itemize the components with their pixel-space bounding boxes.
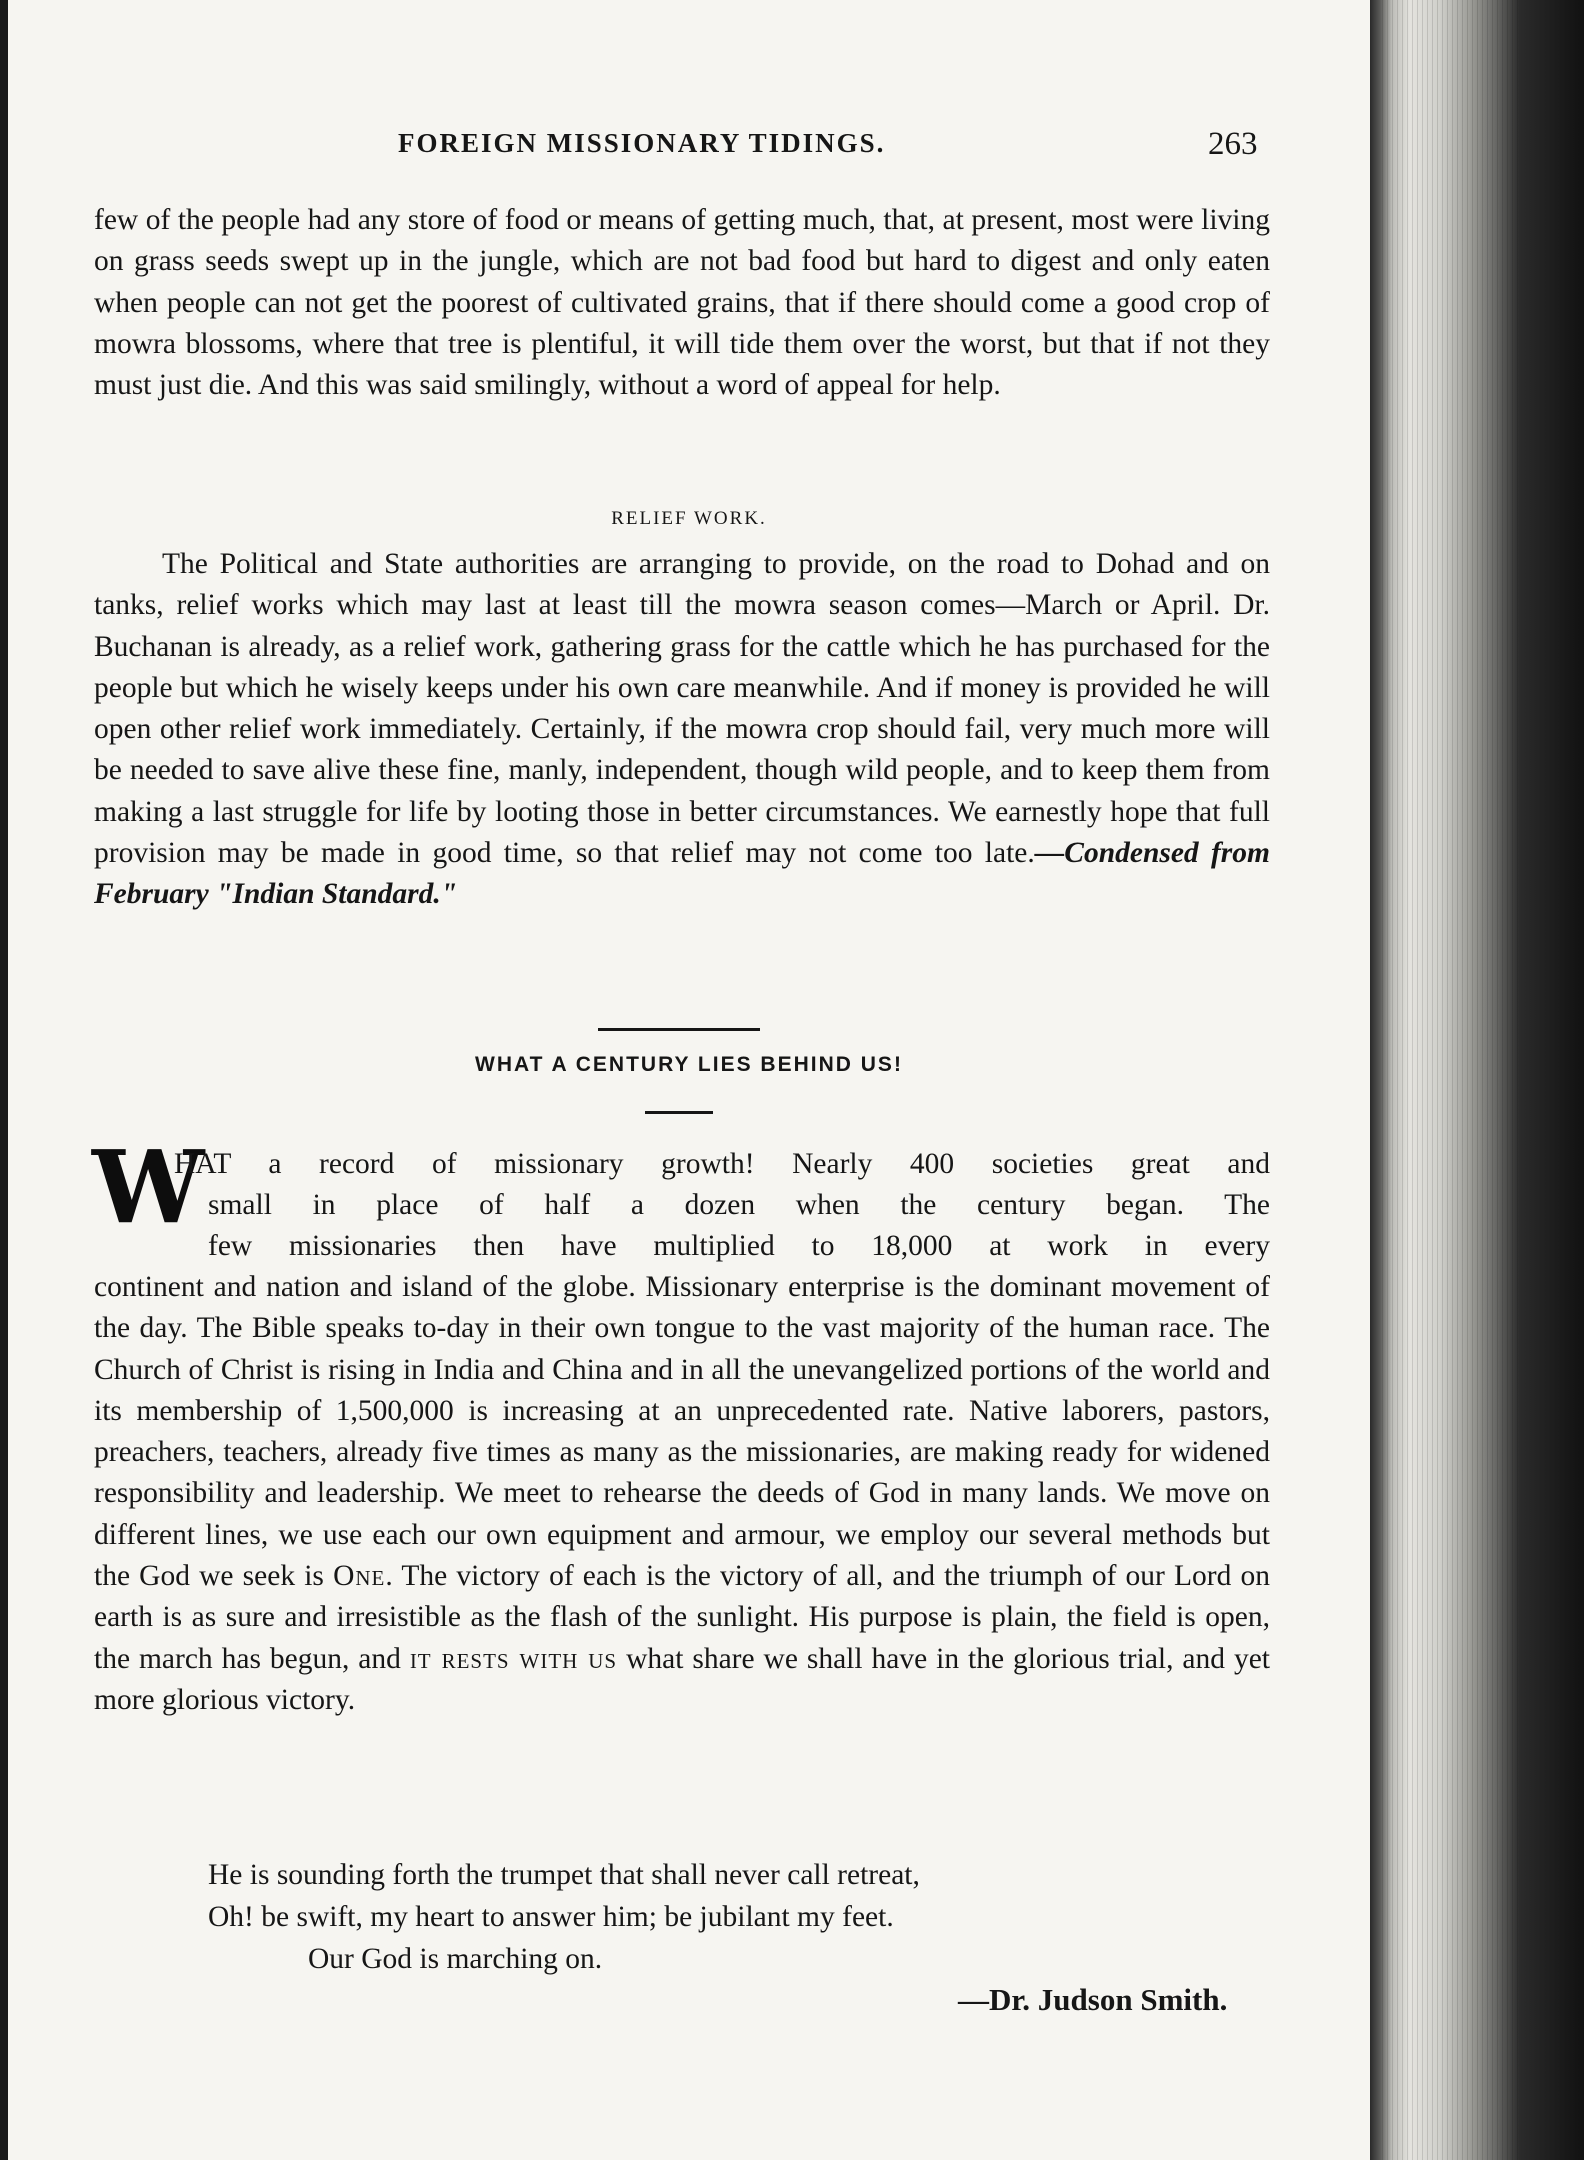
poem-line-3: Our God is marching on. [308, 1943, 603, 1975]
article-rests-phrase: it rests with us [409, 1642, 618, 1675]
section-divider-rule [598, 1028, 760, 1031]
poem-line-1: He is sounding forth the trumpet that shall never call retreat, [208, 1859, 920, 1891]
article-body [94, 1267, 1270, 1721]
page-edge-texture [1382, 0, 1522, 2160]
article-body-c: what share we shall have in the glorious trial, and yet more glorious victory. [94, 1642, 1270, 1716]
source-citation: —Condensed from February "Indian Standard." [94, 837, 1270, 911]
page-number: 263 [1208, 126, 1258, 162]
book-page [8, 0, 1370, 2160]
article-line-1: HAT a record of missionary growth! Nearly 400 societies great and [174, 1148, 1270, 1180]
paragraph-famine: few of the people had any store of food or means of getting much, that, at present, most were living on grass seeds swept up in the jungle, which are not bad food but hard to digest and only eaten when people can not get the poorest of cultivated grains, that if there should come a good crop of mowra blossoms, where that tree is plentiful, it will tide them over the worst, but that if not they must just die. And this was said smilingly, without a word of appeal for help. [94, 204, 1270, 402]
title-underline-rule [645, 1111, 713, 1114]
paragraph-relief [94, 544, 1270, 916]
article-body-a: continent and nation and island of the globe. Missionary enterprise is the dominant movement of the day. The Bible speaks to-day in their own tongue to the vast majority of the human race. The Church of Christ is rising in India and China and in all the unevangelized portions of the world and its membership of 1,500,000 is increasing at an unprecedented rate. Native laborers, pastors, preachers, teachers, already five times as many as the missionaries, are making ready for widened responsibility and leadership. We meet to rehearse the deeds of God in many lands. We move on different lines, we use each our own equipment and armour, we employ our several methods but the God we seek is [94, 1271, 1270, 1593]
poem-line-2: Oh! be swift, my heart to answer him; be jubilant my feet. [208, 1901, 894, 1933]
running-title: FOREIGN MISSIONARY TIDINGS. [398, 128, 886, 158]
attribution: —Dr. Judson Smith. [958, 1982, 1228, 2017]
drop-cap: W [92, 1128, 205, 1246]
article-one-word: One [333, 1560, 386, 1593]
article-line-3: few missionaries then have multiplied to 18,000 at work in every [208, 1230, 1270, 1262]
section-title: WHAT A CENTURY LIES BEHIND US! [475, 1053, 903, 1076]
relief-text: The Political and State authorities are arranging to provide, on the road to Dohad and on tanks, relief works which may last at least till the mowra season comes—March or April. Dr. Buchanan is already, as a relief work, gathering grass for the cattle which he has purchased for the people but which he wisely keeps under his own care meanwhile. And if money is provided he will open other relief work immediately. Certainly, if the mowra crop should fail, very much more will be needed to save alive these fine, manly, independent, though wild people, and to keep them from making a last struggle for life by looting those in better circumstances. We earnestly hope that full provision may be made in good time, so that relief may not come too late. [94, 548, 1270, 870]
article-body-b: . The victory of each is the victory of all, and the triumph of our Lord on earth is as sure and irresistible as the flash of the sunlight. His purpose is plain, the field is open, the march has begun, and [94, 1560, 1271, 1675]
relief-work-heading: RELIEF WORK. [611, 508, 767, 529]
article-line-2: small in place of half a dozen when the century began. The [208, 1189, 1270, 1221]
